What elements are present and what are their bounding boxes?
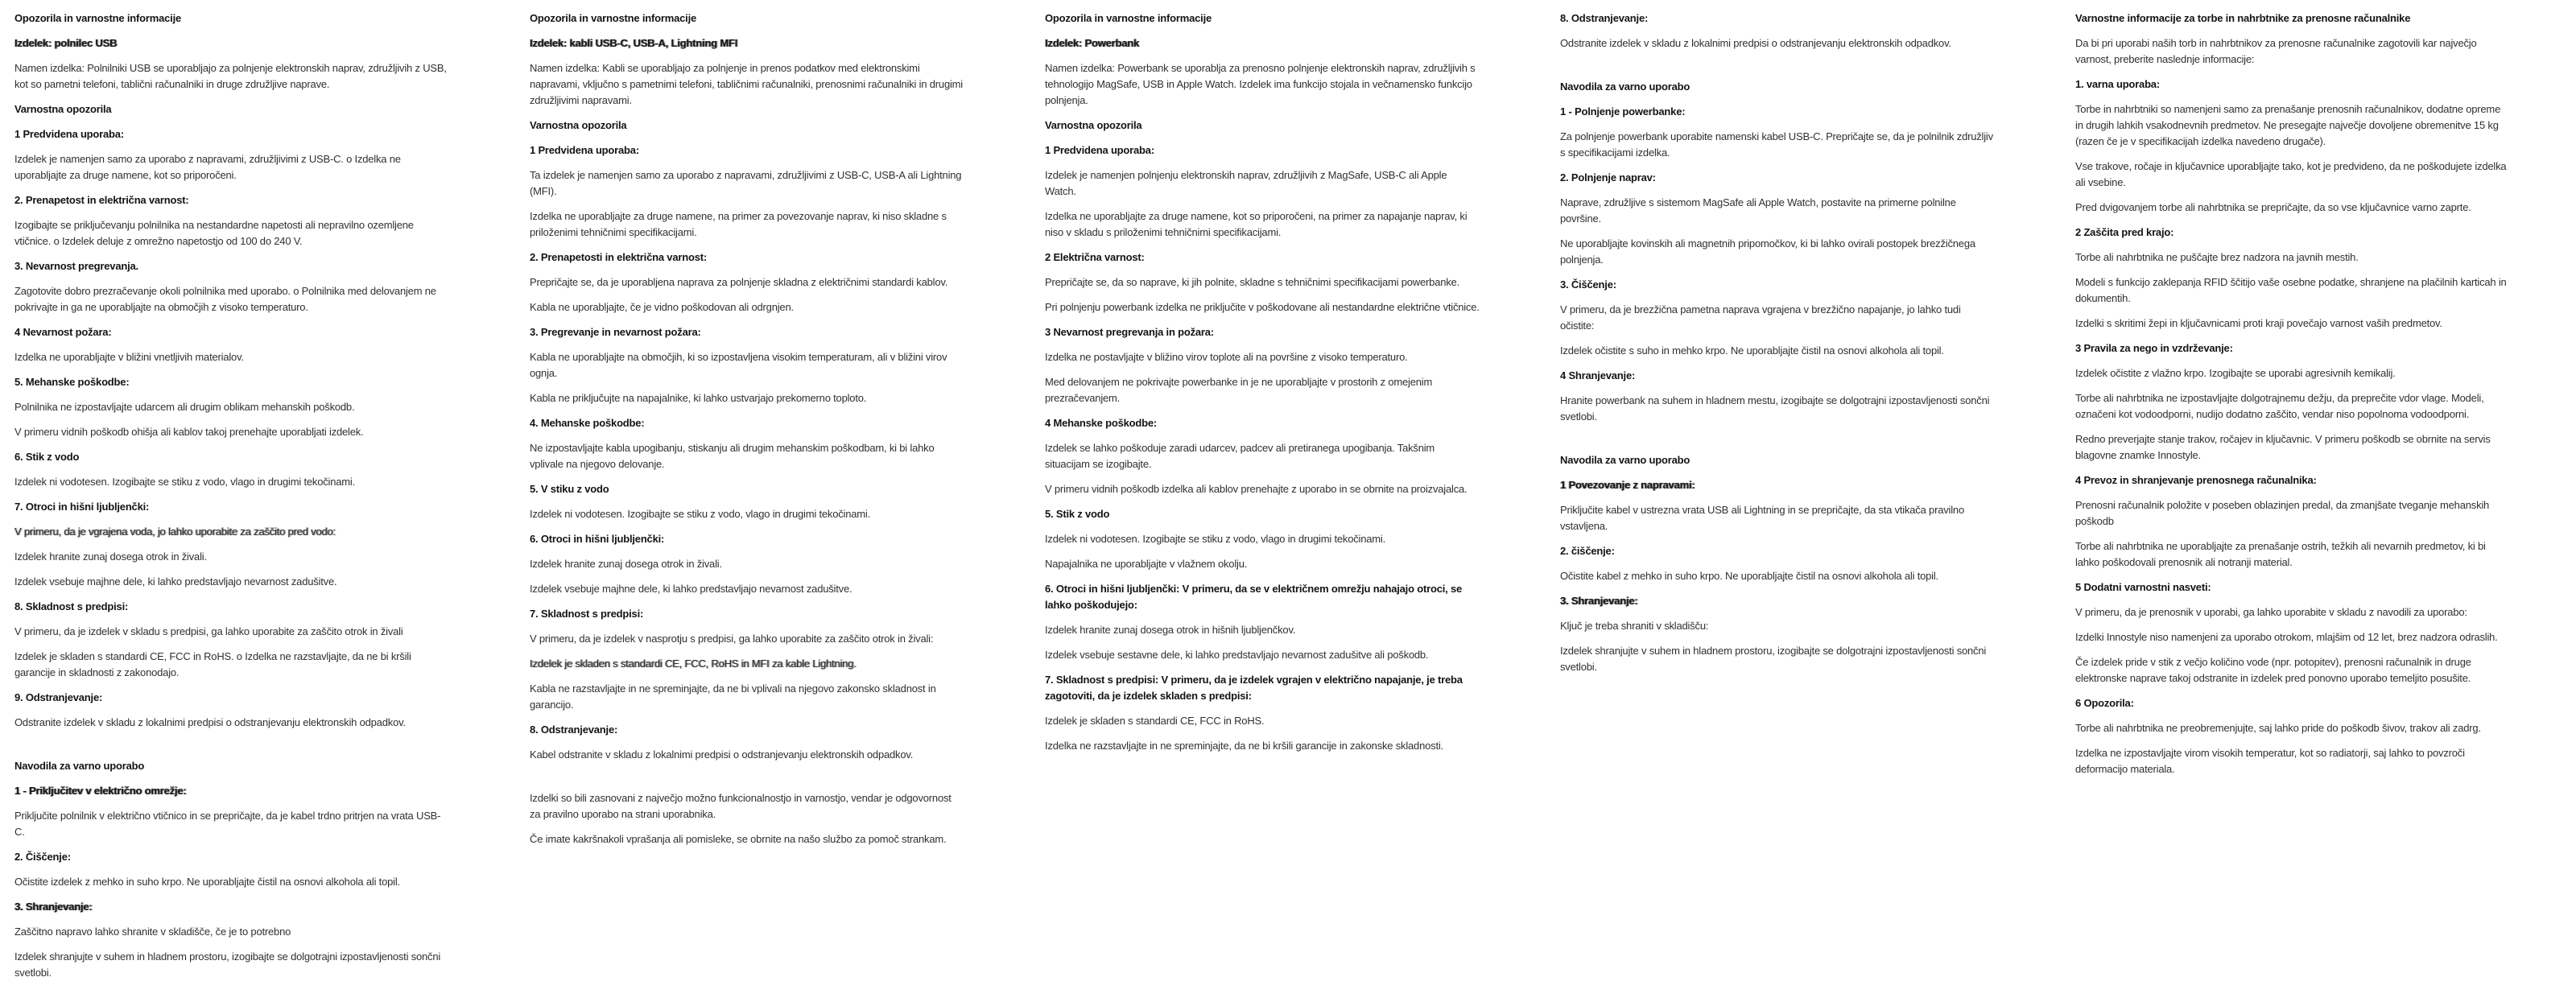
section-heading: 8. Odstranjevanje:	[1560, 12, 1649, 24]
section-heading: 3 Nevarnost pregrevanja in požara:	[1045, 326, 1214, 338]
section-heading: 3. Shranjevanje:	[1560, 595, 1638, 607]
section-heading: 2 Zaščita pred krajo:	[2075, 226, 2174, 238]
paragraph: Očistite izdelek z mehko in suho krpo. Ne uporabljajte čistil na osnovi alkohola ali topil.	[14, 876, 400, 888]
paragraph: Izdelek očistite s suho in mehko krpo. Ne uporabljajte čistil na osnovi alkohola ali topil.	[1560, 344, 1944, 357]
section-heading: Opozorila in varnostne informacije	[1045, 12, 1212, 24]
section-heading: Izdelek: polnilec USB	[14, 37, 118, 49]
paragraph: Zagotovite dobro prezračevanje okoli polnilnika med uporabo. o Polnilnika med delovanjem ne pokrivajte in ga ne uporabljajte na območjih z visoko temperaturo.	[14, 285, 436, 313]
paragraph: Izdelek hranite zunaj dosega otrok in živali.	[14, 550, 207, 563]
paragraph: Namen izdelka: Powerbank se uporablja za prenosno polnjenje elektronskih naprav, združljivih s tehnologijo MagSafe, USB in Apple Watch. Izdelek ima funkcijo stojala in večnamensko funkcijo polnjenja.	[1045, 62, 1476, 106]
section-heading: 4 Mehanske poškodbe:	[1045, 417, 1158, 429]
section-heading: 1 Predvidena uporaba:	[1045, 144, 1154, 156]
paragraph: Izdelek vsebuje sestavne dele, ki lahko predstavljajo nevarnost zadušitve ali poškodb.	[1045, 649, 1429, 661]
paragraph: Ne izpostavljajte kabla upogibanju, stiskanju ali drugim mehanskim poškodbam, ki bi lahko vplivale na njegovo delovanje.	[530, 442, 935, 470]
section-heading: 1 Predvidena uporaba:	[14, 128, 124, 140]
section-heading: 5. Mehanske poškodbe:	[14, 376, 130, 388]
section-heading: 4. Mehanske poškodbe:	[530, 417, 645, 429]
section-heading: Opozorila in varnostne informacije	[14, 12, 182, 24]
paragraph: Hranite powerbank na suhem in hladnem mestu, izogibajte se dolgotrajni izpostavljenosti sončni svetlobi.	[1560, 394, 1990, 423]
section-heading: Navodila za varno uporabo	[14, 760, 145, 772]
section-heading: 5. Stik z vodo	[1045, 508, 1110, 520]
section-heading: Varnostna opozorila	[530, 119, 627, 131]
paragraph: Kabla ne uporabljajte, če je vidno poškodovan ali odrgnjen.	[530, 301, 794, 313]
paragraph: Izdelek vsebuje majhne dele, ki lahko predstavljajo nevarnost zadušitve.	[530, 583, 852, 595]
section-heading: 1 - Polnjenje powerbanke:	[1560, 105, 1686, 118]
section-heading: 9. Odstranjevanje:	[14, 691, 103, 703]
paragraph: Prenosni računalnik položite v poseben oblazinjen predal, da zmanjšate tveganje mehanskih poškodb	[2075, 499, 2490, 527]
paragraph: Polnilnika ne izpostavljajte udarcem ali drugim oblikam mehanskih poškodb.	[14, 401, 355, 413]
paragraph: Torbe in nahrbtniki so namenjeni samo za prenašanje prenosnih računalnikov, dodatne opreme in drugih lahkih vsakodnevnih predmetov. Ne presegajte največje dovoljene obremenitve 15 kg (razen če je v specifikacijah izdelka navedeno drugače).	[2075, 103, 2501, 147]
paragraph: Izdelek je namenjen polnjenju elektronskih naprav, združljivih z MagSafe, USB-C ali Apple Watch.	[1045, 169, 1447, 197]
section-heading: 4 Shranjevanje:	[1560, 369, 1636, 381]
paragraph: Pred dvigovanjem torbe ali nahrbtnika se prepričajte, da so vse ključavnice varno zaprte.	[2075, 201, 2471, 213]
column-5	[2075, 10, 2510, 1006]
section-heading: 7. Skladnost s predpisi: V primeru, da je izdelek vgrajen v električno napajanje, je treba zagotoviti, da je izdelek skladen s predpisi:	[1045, 674, 1463, 702]
paragraph: V primeru, da je vgrajena voda, jo lahko uporabite za zaščito pred vodo:	[14, 526, 336, 538]
paragraph: Odstranite izdelek v skladu z lokalnimi predpisi o odstranjevanju elektronskih odpadkov.	[1560, 37, 1951, 49]
paragraph: Izdelek vsebuje majhne dele, ki lahko predstavljajo nevarnost zadušitve.	[14, 575, 337, 588]
section-heading: 3. Pregrevanje in nevarnost požara:	[530, 326, 701, 338]
paragraph: Torbe ali nahrbtnika ne uporabljajte za prenašanje ostrih, težkih ali nevarnih predmetov, ki bi lahko poškodovali prenosnik ali notranji material.	[2075, 540, 2486, 568]
column-3	[1045, 10, 1480, 1006]
section-heading: 2. Prenapetost in električna varnost:	[14, 194, 189, 206]
paragraph: Očistite kabel z mehko in suho krpo. Ne uporabljajte čistil na osnovi alkohola ali topil.	[1560, 570, 1938, 582]
paragraph: Torbe ali nahrbtnika ne preobremenjujte, saj lahko pride do poškodb šivov, trakov ali zadrg.	[2075, 722, 2481, 734]
column-2	[530, 10, 964, 1006]
section-heading: 2. Prenapetosti in električna varnost:	[530, 251, 707, 263]
paragraph: Izogibajte se priključevanju polnilnika na nestandardne napetosti ali nepravilno ozemljene vtičnice. o Izdelek deluje z omrežno napetostjo od 100 do 240 V.	[14, 219, 414, 247]
paragraph: Izdelka ne uporabljajte v bližini vnetljivih materialov.	[14, 351, 244, 363]
section-heading: 7. Skladnost s predpisi:	[530, 608, 644, 620]
paragraph: Če izdelek pride v stik z večjo količino vode (npr. potopitev), prenosni računalnik in druge elektronske naprave takoj odstranite in izdelek pred ponovno uporabo temeljito posušite.	[2075, 656, 2471, 684]
section-heading: Izdelek: Powerbank	[1045, 37, 1140, 49]
section-heading: 3. Shranjevanje:	[14, 901, 93, 913]
section-heading: 1 Povezovanje z napravami:	[1560, 479, 1695, 491]
paragraph: Če imate kakršnakoli vprašanja ali pomisleke, se obrnite na našo službo za pomoč strankam.	[530, 833, 947, 845]
paragraph: Izdelka ne postavljajte v bližino virov toplote ali na površine z visoko temperaturo.	[1045, 351, 1408, 363]
paragraph: Izdelek je skladen s standardi CE, FCC in RoHS.	[1045, 715, 1265, 727]
section-heading: 6. Stik z vodo	[14, 451, 80, 463]
paragraph: Vse trakove, ročaje in ključavnice uporabljajte tako, kot je predvideno, da ne poškodujete izdelka ali vsebine.	[2075, 160, 2507, 188]
paragraph: Izdelek shranjujte v suhem in hladnem prostoru, izogibajte se dolgotrajni izpostavljenosti sončni svetlobi.	[1560, 645, 1987, 673]
section-heading: 1 Predvidena uporaba:	[530, 144, 639, 156]
paragraph: Ne uporabljajte kovinskih ali magnetnih pripomočkov, ki bi lahko ovirali postopek brezžičnega polnjenja.	[1560, 237, 1975, 266]
paragraph: Za polnjenje powerbank uporabite namenski kabel USB-C. Prepričajte se, da je polnilnik združljiv s specifikacijami izdelka.	[1560, 130, 1993, 159]
paragraph: Redno preverjajte stanje trakov, ročajev in ključavnic. V primeru poškodb se obrnite na servis blagovne znamke Innostyle.	[2075, 433, 2491, 461]
section-heading: 8. Odstranjevanje:	[530, 724, 618, 736]
section-heading: 8. Skladnost s predpisi:	[14, 600, 129, 612]
paragraph: Izdelek je skladen s standardi CE, FCC, RoHS in MFI za kable Lightning.	[530, 658, 857, 670]
paragraph: Pri polnjenju powerbank izdelka ne priključite v poškodovane ali nestandardne električne vtičnice.	[1045, 301, 1480, 313]
paragraph: Izdelek je skladen s standardi CE, FCC in RoHS. o Izdelka ne razstavljajte, da ne bi kršili garancije in skladnosti z zakonodajo.	[14, 650, 411, 678]
paragraph: V primeru, da je prenosnik v uporabi, ga lahko uporabite v skladu z navodili za uporabo:	[2075, 606, 2467, 618]
paragraph: Izdelki so bili zasnovani z največjo možno funkcionalnostjo in varnostjo, vendar je odgovornost za pravilno uporabo na strani uporabnika.	[530, 792, 952, 820]
paragraph: Izdelka ne uporabljajte za druge namene, kot so priporočeni, na primer za napajanje naprav, ki niso v skladu s priloženimi tehničnimi specifikacijami.	[1045, 210, 1468, 238]
section-heading: 5 Dodatni varnostni nasveti:	[2075, 581, 2211, 593]
paragraph: Izdelek ni vodotesen. Izogibajte se stiku z vodo, vlago in drugimi tekočinami.	[530, 508, 871, 520]
section-heading: 6 Opozorila:	[2075, 697, 2134, 709]
section-heading: Varnostna opozorila	[1045, 119, 1142, 131]
paragraph: Izdelek hranite zunaj dosega otrok in živali.	[530, 558, 722, 570]
section-heading: 1. varna uporaba:	[2075, 78, 2160, 90]
section-heading: 2. Čiščenje:	[14, 851, 71, 863]
section-heading: 5. V stiku z vodo	[530, 483, 609, 495]
section-heading: Varnostne informacije za torbe in nahrbtnike za prenosne računalnike	[2075, 12, 2411, 24]
paragraph: Kabel odstranite v skladu z lokalnimi predpisi o odstranjevanju elektronskih odpadkov.	[530, 748, 914, 761]
paragraph: Naprave, združljive s sistemom MagSafe ali Apple Watch, postavite na primerne polnilne površine.	[1560, 196, 1956, 225]
paragraph: Izdelek očistite z vlažno krpo. Izogibajte se uporabi agresivnih kemikalij.	[2075, 367, 2396, 379]
section-heading: Opozorila in varnostne informacije	[530, 12, 697, 24]
section-heading: 6. Otroci in hišni ljubljenčki: V primeru, da se v električnem omrežju nahajajo otroci, se lahko poškodujejo:	[1045, 583, 1463, 611]
paragraph: V primeru, da je izdelek v skladu s predpisi, ga lahko uporabite za zaščito otrok in živali	[14, 625, 403, 637]
paragraph: Kabla ne razstavljajte in ne spreminjajte, da ne bi vplivali na njegovo zakonsko skladnost in garancijo.	[530, 682, 936, 711]
section-heading: 1 - Priključitev v električno omrežje:	[14, 785, 187, 797]
paragraph: Izdelek ni vodotesen. Izogibajte se stiku z vodo, vlago in drugimi tekočinami.	[14, 476, 356, 488]
paragraph: Namen izdelka: Kabli se uporabljajo za polnjenje in prenos podatkov med elektronskimi napravami, vključno s pametnimi telefoni, tabličnimi računalniki, prenosnimi računalniki in drugimi združljivimi napravami.	[530, 62, 964, 106]
paragraph: Ključ je treba shraniti v skladišču:	[1560, 620, 1709, 632]
section-heading: 4 Prevoz in shranjevanje prenosnega računalnika:	[2075, 474, 2317, 486]
section-heading: Izdelek: kabli USB-C, USB-A, Lightning MFI	[530, 37, 738, 49]
section-heading: 3. Nevarnost pregrevanja.	[14, 260, 138, 272]
paragraph: Izdelek shranjujte v suhem in hladnem prostoru, izogibajte se dolgotrajni izpostavljenosti sončni svetlobi.	[14, 950, 441, 979]
paragraph: Torbe ali nahrbtnika ne izpostavljajte dolgotrajnemu dežju, da preprečite vdor vlage. Modeli, označeni kot vodoodporni, nudijo dodatno zaščito, vendar niso popolnoma vodoodporni.	[2075, 392, 2484, 420]
paragraph: Izdelek ni vodotesen. Izogibajte se stiku z vodo, vlago in drugimi tekočinami.	[1045, 533, 1386, 545]
paragraph: Priključite kabel v ustrezna vrata USB ali Lightning in se prepričajte, da sta vtikača pravilno vstavljena.	[1560, 504, 1964, 532]
paragraph: Namen izdelka: Polnilniki USB se uporabljajo za polnjenje elektronskih naprav, združljivih z USB, kot so pametni telefoni, tablični računalniki in druge združljive naprave.	[14, 62, 447, 90]
paragraph: Napajalnika ne uporabljajte v vlažnem okolju.	[1045, 558, 1248, 570]
paragraph: Kabla ne uporabljajte na območjih, ki so izpostavljena visokim temperaturam, ali v bližini virov ognja.	[530, 351, 947, 379]
section-heading: 3 Pravila za nego in vzdrževanje:	[2075, 342, 2233, 354]
paragraph: Izdelek je namenjen samo za uporabo z napravami, združljivimi z USB-C. o Izdelka ne uporabljajte za druge namene, kot so priporočeni.	[14, 153, 401, 181]
paragraph: V primeru, da je izdelek v nasprotju s predpisi, ga lahko uporabite za zaščito otrok in živali:	[530, 633, 934, 645]
paragraph: V primeru, da je brezžična pametna naprava vgrajena v brezžično napajanje, jo lahko tudi očistite:	[1560, 303, 1961, 332]
section-heading: 2 Električna varnost:	[1045, 251, 1145, 263]
column-1	[14, 10, 449, 1006]
paragraph: V primeru vidnih poškodb izdelka ali kablov prenehajte z uporabo in se obrnite na proizvajalca.	[1045, 483, 1468, 495]
section-heading: 6. Otroci in hišni ljubljenčki:	[530, 533, 665, 545]
paragraph: Modeli s funkcijo zaklepanja RFID ščitijo vaše osebne podatke, shranjene na plačilnih karticah in dokumentih.	[2075, 276, 2507, 304]
paragraph: Odstranite izdelek v skladu z lokalnimi predpisi o odstranjevanju elektronskih odpadkov.	[14, 716, 406, 728]
paragraph: Izdelek hranite zunaj dosega otrok in hišnih ljubljenčkov.	[1045, 624, 1296, 636]
paragraph: Prepričajte se, da so naprave, ki jih polnite, skladne s tehničnimi specifikacijami powerbanke.	[1045, 276, 1459, 288]
paragraph: Prepričajte se, da je uporabljena naprava za polnjenje skladna z električnimi standardi kablov.	[530, 276, 948, 288]
paragraph: Izdelki s skritimi žepi in ključavnicami proti kraji povečajo varnost vaših predmetov.	[2075, 317, 2442, 329]
paragraph: Kabla ne priključujte na napajalnike, ki lahko ustvarjajo prekomerno toploto.	[530, 392, 867, 404]
paragraph: Da bi pri uporabi naših torb in nahrbtnikov za prenosne računalnike zagotovili kar največjo varnost, preberite naslednje informacije:	[2075, 37, 2477, 65]
section-heading: 4 Nevarnost požara:	[14, 326, 112, 338]
paragraph: Med delovanjem ne pokrivajte powerbanke in je ne uporabljajte v prostorih z omejenim prezračevanjem.	[1045, 376, 1433, 404]
section-heading: 7. Otroci in hišni ljubljenčki:	[14, 501, 150, 513]
section-heading: 2. Polnjenje naprav:	[1560, 171, 1656, 183]
paragraph: Izdelka ne izpostavljajte virom visokih temperatur, kot so radiatorji, saj lahko to povzroči deformacijo materiala.	[2075, 747, 2465, 775]
paragraph: Izdelek se lahko poškoduje zaradi udarcev, padcev ali pretiranega upogibanja. Takšnim situacijam se izogibajte.	[1045, 442, 1435, 470]
paragraph: V primeru vidnih poškodb ohišja ali kablov takoj prenehajte uporabljati izdelek.	[14, 426, 364, 438]
section-heading: 3. Čiščenje:	[1560, 278, 1616, 291]
paragraph: Izdelka ne uporabljajte za druge namene, na primer za povezovanje naprav, ki niso skladne s priloženimi tehničnimi specifikacijami.	[530, 210, 947, 238]
section-heading: Navodila za varno uporabo	[1560, 80, 1690, 93]
paragraph: Ta izdelek je namenjen samo za uporabo z napravami, združljivimi z USB-C, USB-A ali Lightning (MFI).	[530, 169, 962, 197]
section-heading: Varnostna opozorila	[14, 103, 112, 115]
paragraph: Izdelka ne razstavljajte in ne spreminjajte, da ne bi kršili garancije in zakonske skladnosti.	[1045, 740, 1443, 752]
section-heading: Navodila za varno uporabo	[1560, 454, 1690, 466]
paragraph: Izdelki Innostyle niso namenjeni za uporabo otrokom, mlajšim od 12 let, brez nadzora odraslih.	[2075, 631, 2498, 643]
paragraph: Torbe ali nahrbtnika ne puščajte brez nadzora na javnih mestih.	[2075, 251, 2359, 263]
section-heading: 2. čiščenje:	[1560, 545, 1615, 557]
column-4	[1560, 10, 1995, 1006]
paragraph: Zaščitno napravo lahko shranite v skladišče, če je to potrebno	[14, 926, 291, 938]
paragraph: Priključite polnilnik v električno vtičnico in se prepričajte, da je kabel trdno pritrjen na vrata USB-C.	[14, 810, 441, 838]
